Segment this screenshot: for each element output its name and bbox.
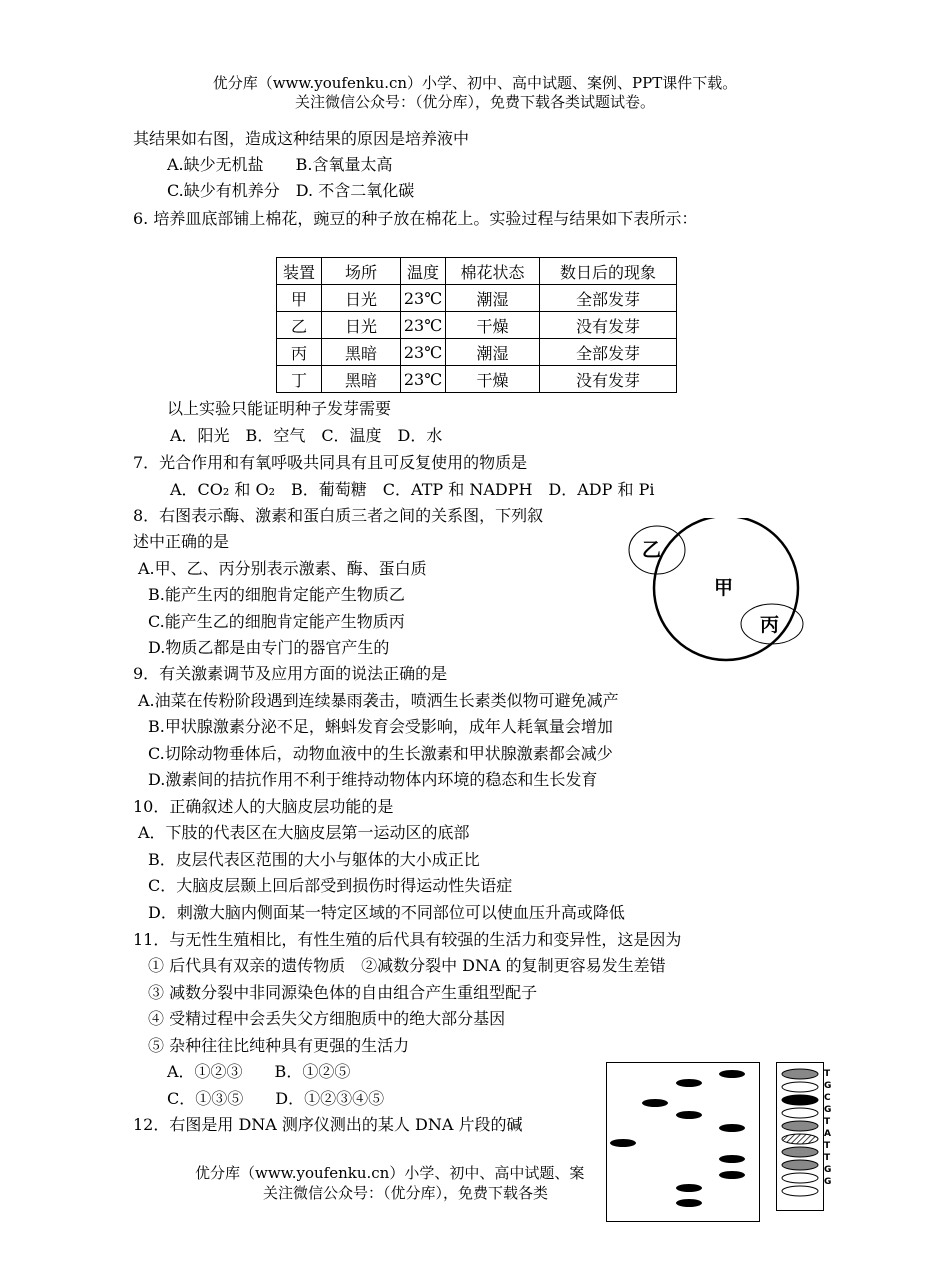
table-cell: 丁 — [277, 366, 322, 393]
base-label: G — [824, 1177, 832, 1187]
table-cell: 甲 — [277, 285, 322, 312]
ladder-band-g — [782, 1082, 818, 1092]
q8-option-b: B.能产生丙的细胞肯定能产生物质乙 — [148, 585, 405, 604]
table-cell: 日光 — [322, 312, 401, 339]
table-cell: 没有发芽 — [540, 312, 677, 339]
gel-band — [610, 1139, 636, 1147]
table-cell: 全部发芽 — [540, 285, 677, 312]
q10-option-c: C．大脑皮层颞上回后部受到损伤时得运动性失语症 — [148, 876, 513, 895]
table-header-cell: 温度 — [401, 258, 446, 285]
base-label: T — [824, 1153, 831, 1163]
gel-band — [719, 1124, 745, 1132]
table-cell: 黑暗 — [322, 339, 401, 366]
venn-label-bottom-right: 丙 — [760, 614, 780, 636]
table-row — [277, 339, 677, 366]
ladder-band-a — [782, 1134, 818, 1144]
q5-options-cd: C.缺少有机养分 D. 不含二氧化碳 — [167, 181, 415, 200]
table-row — [277, 366, 677, 393]
q8-stem-1: 8．右图表示酶、激素和蛋白质三者之间的关系图，下列叙 — [133, 506, 544, 525]
q11-statements-1-2: ① 后代具有双亲的遗传物质 ②减数分裂中 DNA 的复制更容易发生差错 — [148, 956, 666, 975]
table-cell: 乙 — [277, 312, 322, 339]
venn-diagram — [626, 518, 806, 668]
base-label: C — [824, 1093, 831, 1103]
footer-line-1: 优分库（www.youfenku.cn）小学、初中、高中试题、案 — [195, 1164, 585, 1182]
q10-option-b: B．皮层代表区范围的大小与躯体的大小成正比 — [148, 850, 480, 869]
base-label: G — [824, 1105, 832, 1115]
table-cell: 23℃ — [401, 285, 446, 312]
base-label: G — [824, 1081, 832, 1091]
base-label: T — [824, 1117, 831, 1127]
q9-option-d: D.激素间的拮抗作用不利于维持动物体内环境的稳态和生长发育 — [148, 770, 598, 789]
table-cell: 23℃ — [401, 312, 446, 339]
table-cell: 潮湿 — [446, 285, 540, 312]
ladder-band-g — [782, 1108, 818, 1118]
q10-option-a: A．下肢的代表区在大脑皮层第一运动区的底部 — [138, 823, 470, 842]
q9-stem: 9．有关激素调节及应用方面的说法正确的是 — [133, 664, 448, 683]
table-header-cell: 装置 — [277, 258, 322, 285]
q9-option-a: A.油菜在传粉阶段遇到连续暴雨袭击，喷洒生长素类似物可避免减产 — [138, 691, 619, 710]
base-label: T — [824, 1141, 831, 1151]
q9-option-c: C.切除动物垂体后，动物血液中的生长激素和甲状腺激素都会减少 — [148, 744, 613, 763]
table-cell: 潮湿 — [446, 339, 540, 366]
table-header-cell: 数日后的现象 — [540, 258, 677, 285]
q8-option-a: A.甲、乙、丙分别表示激素、酶、蛋白质 — [138, 559, 427, 578]
q7-options: A．CO₂ 和 O₂ B．葡萄糖 C．ATP 和 NADPH D．ADP 和 Pi — [170, 480, 655, 499]
q7-stem: 7．光合作用和有氧呼吸共同具有且可反复使用的物质是 — [133, 453, 528, 472]
ladder-band-t — [782, 1147, 818, 1157]
table-header-cell: 棉花状态 — [446, 258, 540, 285]
footer-line-2: 关注微信公众号：（优分库），免费下载各类 — [263, 1184, 549, 1202]
q6-options: A．阳光 B．空气 C．温度 D．水 — [170, 426, 443, 445]
sequence-ladder — [776, 1062, 824, 1212]
q10-stem: 10．正确叙述人的大脑皮层功能的是 — [133, 797, 394, 816]
table-cell: 干燥 — [446, 312, 540, 339]
gel-band — [642, 1099, 668, 1107]
table-cell: 23℃ — [401, 339, 446, 366]
base-labels — [824, 1068, 831, 1188]
q8-option-c: C.能产生乙的细胞肯定能产生物质丙 — [148, 612, 405, 631]
gel-band — [676, 1199, 702, 1207]
table-header-row — [277, 258, 677, 285]
q9-option-b: B.甲状腺激素分泌不足，蝌蚪发育会受影响，成年人耗氧量会增加 — [148, 717, 613, 736]
ladder-band-t — [782, 1160, 818, 1170]
ladder-band-t — [782, 1069, 818, 1079]
q6-conclusion: 以上实验只能证明种子发芽需要 — [167, 399, 392, 418]
table-cell: 干燥 — [446, 366, 540, 393]
table-row — [277, 312, 677, 339]
table-cell: 23℃ — [401, 366, 446, 393]
q10-option-d: D．刺激大脑内侧面某一特定区域的不同部位可以使血压升高或降低 — [148, 903, 625, 922]
gel-band — [676, 1184, 702, 1192]
table-cell: 全部发芽 — [540, 339, 677, 366]
base-label: G — [824, 1165, 832, 1175]
table-cell: 丙 — [277, 339, 322, 366]
base-label: T — [824, 1069, 831, 1079]
q8-option-d: D.物质乙都是由专门的器官产生的 — [148, 638, 390, 657]
ladder-band-g — [782, 1173, 818, 1183]
ladder-band-c — [782, 1095, 818, 1105]
gel-band — [719, 1171, 745, 1179]
q11-statement-4: ④ 受精过程中会丢失父方细胞质中的绝大部分基因 — [148, 1009, 506, 1028]
gel-band — [719, 1070, 745, 1078]
gel-band — [676, 1079, 702, 1087]
q12-stem: 12．右图是用 DNA 测序仪测出的某人 DNA 片段的碱 — [133, 1115, 523, 1134]
venn-label-top-left: 乙 — [642, 539, 662, 561]
gel-band — [676, 1111, 702, 1119]
gel-band — [719, 1155, 745, 1163]
q11-options-ab: A．①②③ B．①②⑤ — [167, 1062, 351, 1081]
table-cell: 日光 — [322, 285, 401, 312]
table-row — [277, 285, 677, 312]
base-label: A — [824, 1129, 831, 1139]
header-line-2: 关注微信公众号：（优分库），免费下载各类试题试卷。 — [294, 93, 655, 111]
q5-stem: 其结果如右图，造成这种结果的原因是培养液中 — [133, 129, 470, 148]
experiment-table — [276, 257, 677, 393]
q11-options-cd: C．①③⑤ D．①②③④⑤ — [167, 1089, 385, 1108]
venn-label-big: 甲 — [714, 577, 734, 599]
ladder-band-t — [782, 1121, 818, 1131]
q11-statement-5: ⑤ 杂种往往比纯种具有更强的生活力 — [148, 1036, 410, 1055]
table-header-cell: 场所 — [322, 258, 401, 285]
q5-options-ab: A.缺少无机盐 B.含氧量太高 — [167, 155, 393, 174]
table-cell: 没有发芽 — [540, 366, 677, 393]
q11-stem: 11．与无性生殖相比，有性生殖的后代具有较强的生活力和变异性，这是因为 — [133, 930, 682, 949]
dna-sequencing-gel — [606, 1062, 760, 1222]
table-cell: 黑暗 — [322, 366, 401, 393]
q8-stem-2: 述中正确的是 — [133, 532, 230, 551]
header-line-1: 优分库（www.youfenku.cn）小学、初中、高中试题、案例、PPT课件下载。 — [212, 74, 738, 92]
q11-statement-3: ③ 减数分裂中非同源染色体的自由组合产生重组型配子 — [148, 983, 538, 1002]
q6-stem: 6. 培养皿底部铺上棉花，豌豆的种子放在棉花上。实验过程与结果如下表所示： — [133, 209, 698, 228]
ladder-band-g — [782, 1186, 818, 1196]
